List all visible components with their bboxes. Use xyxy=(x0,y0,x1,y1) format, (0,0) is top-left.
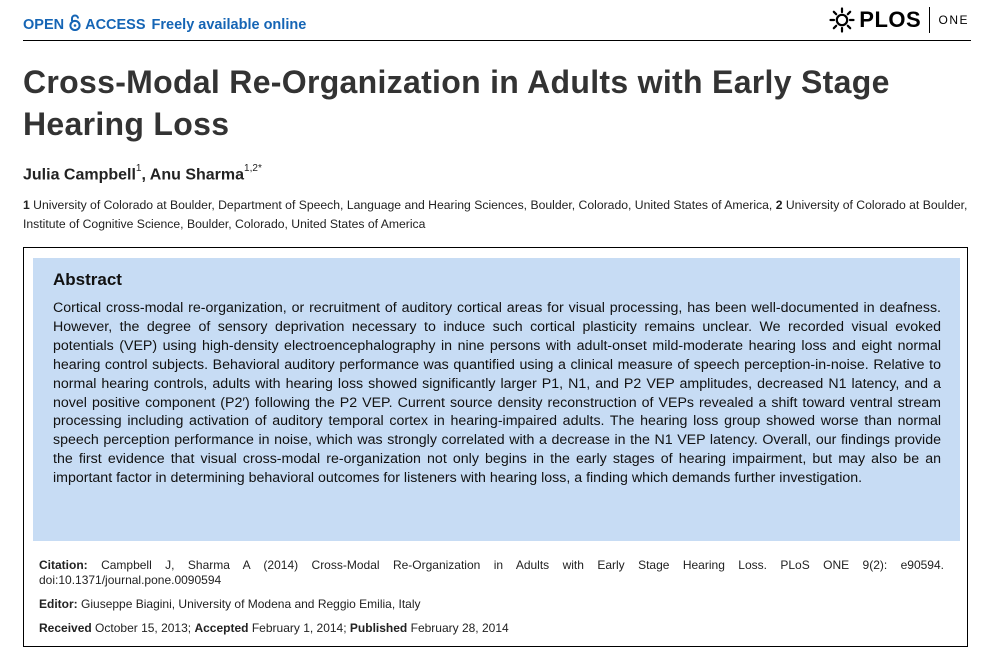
plos-brand: PLOS xyxy=(859,7,922,32)
citation-block xyxy=(39,558,944,588)
plos-sub-brand: ONE xyxy=(938,13,969,27)
affiliation-text: University of Colorado at Boulder, Department of Speech, Language and Hearing Sciences, Boulder, Colorado, United States of America, xyxy=(33,198,773,212)
author-name[interactable]: Julia Campbell xyxy=(23,166,136,184)
received-label: Received xyxy=(39,621,92,635)
plos-one-logo[interactable] xyxy=(829,5,969,35)
plos-sun-icon xyxy=(829,7,855,33)
logo-divider xyxy=(929,7,930,33)
author-separator: , xyxy=(141,166,150,184)
open-label: OPEN xyxy=(23,16,65,33)
abstract-text: Cortical cross-modal re-organization, or recruitment of auditory cortical areas for visual processing, has been well-documented in deafness. However, the degree of sensory deprivation necessary to induce such cortical plasticity remains unclear. We recorded visual evoked potentials (VEP) using high-density electroencephalography in nine persons with adult-onset mild-moderate hearing loss and eight normal hearing control subjects. Behavioral auditory performance was quantified using a clinical measure of speech perception-in-noise. Relative to normal hearing controls, adults with hearing loss showed significantly larger P1, N1, and P2 VEP amplitudes, decreased N1 latency, and a novel positive component (P2′) following the P2 VEP. Current source density reconstruction of VEPs revealed a shift toward ventral stream processing including activation of auditory temporal cortex in hearing-impaired adults. The hearing loss group showed worse than normal speech perception performance in noise, which was strongly correlated with a decrease in the N1 VEP latency. Overall, our findings provide the first evidence that visual cross-modal re-organization not only begins in the early stages of hearing impairment, but may also be an important factor in determining behavioral outcomes for listeners with hearing loss, a finding which demands further investigation. xyxy=(53,300,941,487)
affiliation-number: 1 xyxy=(23,198,30,212)
affiliation-number: 2 xyxy=(775,198,783,212)
abstract-section xyxy=(33,258,960,541)
editor-block xyxy=(39,597,944,612)
article-title: Cross-Modal Re-Organization in Adults with Early Stage Hearing Loss xyxy=(23,64,890,142)
open-lock-icon xyxy=(68,14,82,31)
author-list xyxy=(23,165,262,184)
published-label: Published xyxy=(349,621,408,635)
access-label: ACCESS xyxy=(85,16,146,33)
open-access-banner[interactable] xyxy=(23,16,306,33)
affiliations xyxy=(23,196,973,234)
editor-text: Giuseppe Biagini, University of Modena and Reggio Emilia, Italy xyxy=(81,597,421,611)
abstract-heading: Abstract xyxy=(53,270,122,289)
journal-header xyxy=(23,3,971,41)
editor-label: Editor: xyxy=(39,597,78,611)
published-date: February 28, 2014 xyxy=(410,621,509,635)
citation-text[interactable]: Campbell J, Sharma A (2014) Cross-Modal Re-Organization in Adults with Early Stage Hearing Loss. PLoS ONE 9(2): e90594. doi:10.1371/journal.pone.0090594 xyxy=(39,558,944,587)
author-name[interactable]: Anu Sharma xyxy=(149,166,245,184)
accepted-date: February 1, 2014; xyxy=(251,621,347,635)
accepted-label: Accepted xyxy=(194,621,249,635)
dates-block xyxy=(39,621,944,636)
affiliation-text: University of Colorado at Boulder, Institute of Cognitive Science, Boulder, Colorado, United States of America xyxy=(23,198,968,231)
citation-label: Citation: xyxy=(39,558,88,572)
freely-available-label: Freely available online xyxy=(151,16,307,33)
author-affil-ref[interactable]: 1,2 xyxy=(244,163,258,174)
author-affil-ref[interactable]: 1 xyxy=(135,163,142,174)
received-date: October 15, 2013; xyxy=(95,621,192,635)
corresponding-author-mark[interactable]: * xyxy=(257,163,262,174)
